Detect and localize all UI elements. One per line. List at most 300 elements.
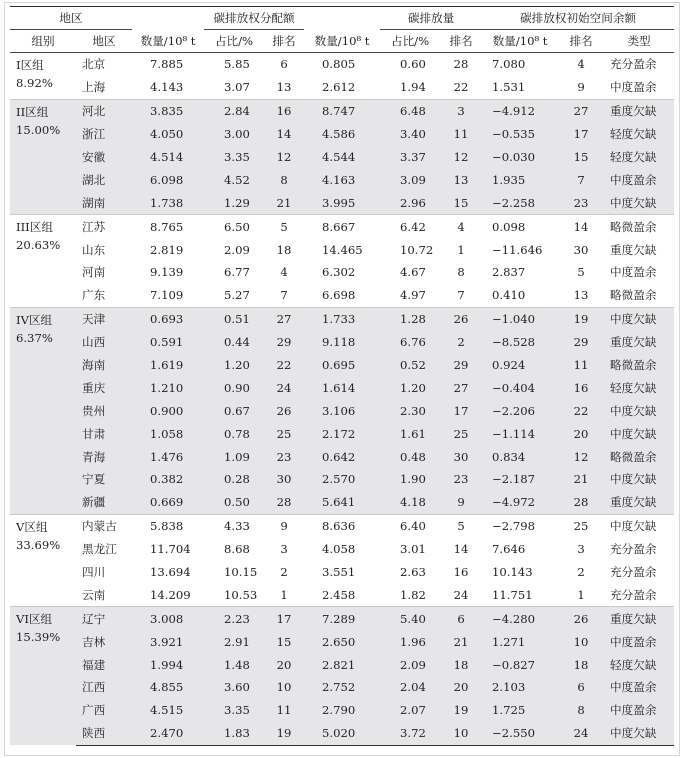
group-cell	[10, 514, 76, 607]
table-row	[10, 607, 674, 630]
cell-emit-qty: 2.821	[304, 653, 380, 676]
cell-alloc-qty: 4.050	[132, 123, 204, 146]
region-name: 贵州	[76, 399, 132, 422]
cell-emit-share: 10.72	[400, 242, 434, 257]
cell-emit-share: 4.97	[400, 288, 426, 303]
region-name: 青海	[76, 445, 132, 468]
cell-bal-rank: 24	[558, 722, 604, 745]
header-emission: 碳排放量	[380, 7, 482, 30]
cell-alloc-share: 3.35	[204, 146, 264, 169]
cell-type: 中度欠缺	[604, 422, 674, 445]
cell-bal-rank: 21	[558, 468, 604, 491]
cell-emit-rank: 27	[440, 376, 482, 399]
cell-emit-share: 5.40	[380, 607, 440, 630]
cell-emit-rank: 11	[440, 123, 482, 146]
col-alloc-rank: 排名	[264, 30, 304, 53]
cell-alloc-qty: 7.109	[150, 288, 184, 303]
cell-emit-qty: 6.698	[322, 288, 356, 303]
cell-bal-rank: 8	[558, 699, 604, 722]
cell-alloc-qty: 11.704	[150, 542, 191, 557]
cell-alloc-share: 1.20	[204, 354, 264, 377]
cell-bal-qty: 11.751	[492, 587, 533, 602]
group-name: VI区组	[16, 612, 53, 627]
col-emit-share: 占比/%	[380, 30, 440, 53]
group-share: 15.39%	[16, 630, 61, 645]
cell-emit-rank: 23	[440, 468, 482, 491]
cell-alloc-share: 0.78	[204, 422, 264, 445]
table-row	[10, 376, 674, 399]
cell-alloc-share: 3.00	[204, 123, 264, 146]
cell-emit-share: 1.96	[380, 630, 440, 653]
table-row	[10, 722, 674, 745]
cell-emit-rank: 13	[440, 168, 482, 191]
region-name: 广西	[76, 699, 132, 722]
cell-emit-qty: 3.995	[304, 191, 380, 214]
cell-alloc-qty: 0.382	[132, 468, 204, 491]
cell-alloc-share: 0.67	[204, 399, 264, 422]
cell-alloc-rank: 22	[264, 354, 304, 377]
cell-alloc-share: 5.85	[224, 57, 250, 72]
region-name: 浙江	[76, 123, 132, 146]
cell-alloc-qty: 1.619	[132, 354, 204, 377]
col-group: 组别	[10, 30, 76, 53]
cell-alloc-rank: 20	[264, 653, 304, 676]
cell-bal-qty: 7.646	[492, 542, 526, 557]
cell-alloc-rank: 12	[264, 146, 304, 169]
cell-alloc-share: 0.44	[204, 331, 264, 354]
table-row	[10, 354, 674, 377]
table-row	[10, 583, 674, 606]
cell-alloc-qty: 3.921	[132, 630, 204, 653]
table-row	[10, 399, 674, 422]
cell-emit-share: 4.18	[380, 491, 440, 514]
cell-alloc-share: 0.90	[204, 376, 264, 399]
table-row	[10, 284, 674, 307]
cell-alloc-rank: 11	[264, 699, 304, 722]
header-region: 地区	[10, 7, 132, 30]
cell-alloc-share: 1.29	[204, 191, 264, 214]
group-cell	[10, 307, 76, 514]
cell-emit-rank: 22	[453, 80, 469, 95]
cell-alloc-rank: 2	[280, 565, 288, 580]
cell-bal-qty: −0.535	[482, 123, 558, 146]
cell-emit-qty: 2.172	[304, 422, 380, 445]
region-name: 海南	[76, 354, 132, 377]
cell-bal-qty: 0.924	[482, 354, 558, 377]
cell-alloc-qty: 4.515	[132, 699, 204, 722]
region-name: 吉林	[76, 630, 132, 653]
cell-bal-rank: 22	[558, 399, 604, 422]
cell-emit-rank: 7	[457, 288, 465, 303]
cell-alloc-qty: 5.838	[132, 514, 204, 537]
table-row	[10, 307, 674, 330]
cell-bal-qty: −4.912	[482, 99, 558, 122]
cell-alloc-rank: 7	[280, 288, 288, 303]
cell-alloc-rank: 23	[264, 445, 304, 468]
cell-bal-rank: 27	[558, 99, 604, 122]
cell-alloc-rank: 13	[276, 80, 292, 95]
cell-emit-rank: 3	[440, 99, 482, 122]
cell-emit-rank: 9	[440, 491, 482, 514]
cell-bal-qty: −4.280	[482, 607, 558, 630]
cell-bal-qty: −2.187	[482, 468, 558, 491]
cell-alloc-rank: 17	[264, 607, 304, 630]
cell-emit-qty: 8.636	[304, 514, 380, 537]
region-name: 辽宁	[76, 607, 132, 630]
cell-emit-share: 2.96	[380, 191, 440, 214]
table-row	[10, 191, 674, 214]
cell-emit-share: 6.42	[380, 215, 440, 238]
table-row	[10, 676, 674, 699]
cell-alloc-share: 4.33	[204, 514, 264, 537]
cell-bal-rank: 6	[558, 676, 604, 699]
cell-alloc-qty: 1.210	[132, 376, 204, 399]
cell-alloc-rank: 8	[264, 168, 304, 191]
cell-emit-share: 2.07	[380, 699, 440, 722]
cell-alloc-qty: 3.008	[132, 607, 204, 630]
cell-alloc-rank: 4	[280, 265, 288, 280]
cell-alloc-qty: 1.058	[132, 422, 204, 445]
cell-bal-rank: 10	[558, 630, 604, 653]
cell-bal-rank: 28	[558, 491, 604, 514]
cell-bal-qty: −2.258	[482, 191, 558, 214]
region-name: 福建	[76, 653, 132, 676]
cell-emit-qty: 6.302	[322, 265, 356, 280]
col-alloc-qty: 数量/10⁸ t	[132, 30, 204, 53]
cell-bal-qty: −11.646	[492, 242, 543, 257]
cell-bal-rank: 25	[558, 514, 604, 537]
cell-emit-share: 2.04	[380, 676, 440, 699]
cell-emit-share: 1.61	[380, 422, 440, 445]
col-emit-qty: 数量/10⁸ t	[304, 30, 380, 53]
cell-bal-rank: 30	[573, 242, 589, 257]
cell-type: 重度欠缺	[604, 491, 674, 514]
cell-alloc-qty: 1.738	[132, 191, 204, 214]
region-name: 山东	[82, 242, 106, 257]
cell-alloc-share: 3.60	[204, 676, 264, 699]
col-type: 类型	[604, 30, 674, 53]
cell-emit-share: 3.09	[380, 168, 440, 191]
cell-emit-rank: 19	[440, 699, 482, 722]
cell-alloc-qty: 13.694	[150, 565, 191, 580]
region-name: 江苏	[76, 215, 132, 238]
cell-emit-rank: 21	[440, 630, 482, 653]
cell-emit-rank: 2	[440, 331, 482, 354]
cell-type: 中度盈余	[604, 699, 674, 722]
cell-alloc-qty: 9.139	[150, 265, 184, 280]
cell-emit-qty: 5.020	[304, 722, 380, 745]
cell-alloc-share: 10.15	[224, 565, 258, 580]
group-name: II区组	[16, 104, 49, 119]
cell-emit-rank: 14	[453, 542, 469, 557]
cell-bal-qty: 2.103	[482, 676, 558, 699]
cell-bal-qty: 1.935	[482, 168, 558, 191]
cell-emit-qty: 3.106	[304, 399, 380, 422]
cell-emit-qty: 8.747	[304, 99, 380, 122]
cell-emit-share: 0.48	[380, 445, 440, 468]
cell-alloc-qty: 4.855	[132, 676, 204, 699]
cell-emit-rank: 17	[440, 399, 482, 422]
cell-alloc-rank: 5	[264, 215, 304, 238]
cell-alloc-share: 4.52	[204, 168, 264, 191]
region-name: 甘肃	[76, 422, 132, 445]
cell-alloc-share: 0.51	[204, 307, 264, 330]
cell-alloc-rank: 25	[264, 422, 304, 445]
cell-bal-qty: −1.114	[482, 422, 558, 445]
cell-emit-qty: 4.163	[304, 168, 380, 191]
header-initial-space: 碳排放权初始空间余额	[482, 7, 674, 30]
cell-bal-rank: 4	[577, 57, 585, 72]
cell-bal-qty: 0.098	[482, 215, 558, 238]
cell-emit-qty: 2.570	[304, 468, 380, 491]
cell-alloc-share: 5.27	[224, 288, 250, 303]
cell-alloc-rank: 3	[280, 542, 288, 557]
cell-alloc-rank: 6	[280, 57, 288, 72]
cell-type: 中度欠缺	[604, 399, 674, 422]
cell-emit-qty: 0.695	[304, 354, 380, 377]
cell-bal-qty: −0.404	[482, 376, 558, 399]
cell-alloc-qty: 8.765	[132, 215, 204, 238]
table-row	[10, 238, 674, 261]
table-row	[10, 561, 674, 584]
table-row	[10, 146, 674, 169]
col-alloc-share: 占比/%	[204, 30, 264, 53]
group-share: 20.63%	[16, 238, 61, 253]
cell-bal-qty: 10.143	[492, 565, 533, 580]
table-row	[10, 422, 674, 445]
cell-alloc-qty: 14.209	[150, 587, 191, 602]
cell-alloc-qty: 0.693	[132, 307, 204, 330]
cell-alloc-share: 2.84	[204, 99, 264, 122]
cell-type: 中度欠缺	[604, 468, 674, 491]
cell-bal-rank: 12	[558, 445, 604, 468]
group-cell	[10, 53, 76, 100]
cell-emit-rank: 8	[457, 265, 465, 280]
cell-emit-qty: 8.667	[304, 215, 380, 238]
region-name: 江西	[76, 676, 132, 699]
cell-alloc-rank: 16	[264, 99, 304, 122]
cell-emit-qty: 0.642	[304, 445, 380, 468]
cell-emit-share: 0.52	[380, 354, 440, 377]
region-name: 宁夏	[76, 468, 132, 491]
cell-emit-qty: 4.586	[304, 123, 380, 146]
cell-alloc-rank: 29	[264, 331, 304, 354]
cell-alloc-qty: 2.470	[132, 722, 204, 745]
cell-emit-rank: 10	[440, 722, 482, 745]
cell-emit-qty: 4.058	[322, 542, 356, 557]
cell-bal-rank: 18	[558, 653, 604, 676]
cell-alloc-rank: 10	[264, 676, 304, 699]
cell-emit-share: 3.72	[380, 722, 440, 745]
cell-bal-qty: −1.040	[482, 307, 558, 330]
cell-alloc-rank: 1	[280, 587, 288, 602]
cell-emit-qty: 7.289	[304, 607, 380, 630]
table-frame	[4, 2, 680, 756]
cell-type: 中度欠缺	[604, 307, 674, 330]
cell-bal-rank: 5	[577, 265, 585, 280]
cell-emit-share: 3.37	[380, 146, 440, 169]
cell-alloc-share: 6.50	[204, 215, 264, 238]
cell-emit-rank: 26	[440, 307, 482, 330]
region-name: 云南	[82, 587, 106, 602]
region-name: 陕西	[76, 722, 132, 745]
col-bal-rank: 排名	[558, 30, 604, 53]
cell-bal-qty: 1.531	[492, 80, 526, 95]
cell-emit-rank: 5	[440, 514, 482, 537]
cell-alloc-rank: 26	[264, 399, 304, 422]
table-row	[10, 261, 674, 284]
cell-alloc-rank: 30	[264, 468, 304, 491]
cell-type: 重度欠缺	[604, 331, 674, 354]
region-name: 安徽	[76, 146, 132, 169]
group-cell	[10, 99, 76, 214]
cell-emit-rank: 16	[453, 565, 469, 580]
cell-type: 充分盈余	[610, 542, 657, 557]
cell-emit-share: 1.94	[400, 80, 426, 95]
cell-emit-rank: 24	[453, 587, 469, 602]
cell-bal-rank: 9	[577, 80, 585, 95]
cell-alloc-share: 2.09	[224, 242, 250, 257]
group-share: 8.92%	[16, 76, 53, 90]
cell-emit-rank: 4	[440, 215, 482, 238]
cell-emit-share: 1.90	[380, 468, 440, 491]
cell-emit-rank: 20	[440, 676, 482, 699]
cell-emit-rank: 1	[457, 242, 465, 257]
table-row	[10, 123, 674, 146]
cell-alloc-share: 3.07	[224, 80, 250, 95]
cell-type: 重度欠缺	[610, 242, 657, 257]
cell-bal-qty: −8.528	[482, 331, 558, 354]
region-name: 湖北	[76, 168, 132, 191]
cell-type: 略微盈余	[604, 445, 674, 468]
cell-emit-share: 1.82	[400, 587, 426, 602]
cell-emit-qty: 2.752	[304, 676, 380, 699]
cell-emit-qty: 3.551	[322, 565, 356, 580]
cell-bal-qty: −2.798	[482, 514, 558, 537]
cell-alloc-rank: 9	[264, 514, 304, 537]
table-row	[10, 331, 674, 354]
cell-bal-qty: −0.827	[482, 653, 558, 676]
group-share: 6.37%	[16, 330, 53, 345]
cell-type: 中度欠缺	[604, 191, 674, 214]
cell-bal-rank: 14	[558, 215, 604, 238]
cell-bal-rank: 29	[558, 331, 604, 354]
region-name: 四川	[82, 565, 106, 580]
cell-bal-rank: 7	[558, 168, 604, 191]
cell-alloc-rank: 28	[264, 491, 304, 514]
cell-type: 充分盈余	[610, 565, 657, 580]
cell-alloc-qty: 0.900	[132, 399, 204, 422]
cell-type: 中度欠缺	[604, 514, 674, 537]
cell-emit-qty: 2.458	[322, 587, 356, 602]
cell-emit-rank: 25	[440, 422, 482, 445]
cell-bal-rank: 19	[558, 307, 604, 330]
cell-emit-qty: 2.790	[304, 699, 380, 722]
cell-type: 略微盈余	[604, 354, 674, 377]
cell-emit-share: 3.40	[380, 123, 440, 146]
cell-alloc-qty: 7.885	[150, 57, 184, 72]
group-cell	[10, 215, 76, 308]
cell-bal-rank: 11	[558, 354, 604, 377]
group-name: IV区组	[16, 312, 53, 327]
cell-type: 轻度欠缺	[604, 653, 674, 676]
cell-bal-qty: −2.206	[482, 399, 558, 422]
cell-emit-qty: 5.641	[304, 491, 380, 514]
table-row	[10, 76, 674, 99]
cell-alloc-qty: 2.819	[150, 242, 184, 257]
region-name: 黑龙江	[82, 542, 117, 557]
cell-alloc-rank: 19	[264, 722, 304, 745]
cell-emit-qty: 14.465	[322, 242, 363, 257]
cell-emit-rank: 30	[440, 445, 482, 468]
region-name: 河北	[76, 99, 132, 122]
cell-alloc-share: 6.77	[224, 265, 250, 280]
cell-emit-share: 6.40	[380, 514, 440, 537]
table-body	[10, 53, 674, 746]
cell-emit-share: 6.48	[380, 99, 440, 122]
cell-emit-rank: 28	[453, 57, 469, 72]
table-row	[10, 99, 674, 122]
cell-alloc-rank: 24	[264, 376, 304, 399]
cell-type: 中度盈余	[610, 265, 657, 280]
cell-emit-rank: 15	[440, 191, 482, 214]
cell-type: 中度盈余	[604, 168, 674, 191]
cell-alloc-qty: 1.994	[132, 653, 204, 676]
cell-bal-qty: −0.030	[482, 146, 558, 169]
cell-alloc-share: 2.91	[204, 630, 264, 653]
cell-bal-qty: 7.080	[492, 57, 526, 72]
header-allocation: 碳排放权分配额	[204, 7, 304, 30]
cell-alloc-share: 1.48	[204, 653, 264, 676]
cell-alloc-share: 2.23	[204, 607, 264, 630]
cell-alloc-rank: 18	[276, 242, 292, 257]
cell-bal-rank: 26	[558, 607, 604, 630]
cell-bal-rank: 1	[577, 587, 585, 602]
region-name: 内蒙古	[76, 514, 132, 537]
cell-bal-qty: −4.972	[482, 491, 558, 514]
table-row	[10, 215, 674, 238]
cell-emit-share: 6.76	[380, 331, 440, 354]
group-name: V区组	[16, 519, 48, 534]
cell-emit-share: 1.28	[380, 307, 440, 330]
cell-emit-qty: 4.544	[304, 146, 380, 169]
table-row	[10, 168, 674, 191]
cell-type: 充分盈余	[610, 587, 657, 602]
region-name: 天津	[76, 307, 132, 330]
cell-alloc-share: 0.28	[204, 468, 264, 491]
cell-bal-rank: 17	[558, 123, 604, 146]
cell-bal-qty: 2.837	[492, 265, 526, 280]
cell-type: 重度欠缺	[604, 607, 674, 630]
table-row	[10, 538, 674, 561]
cell-emit-qty: 0.805	[322, 57, 356, 72]
cell-type: 中度盈余	[610, 80, 657, 95]
cell-alloc-share: 1.09	[204, 445, 264, 468]
region-name: 河南	[82, 265, 106, 280]
cell-emit-share: 2.63	[400, 565, 426, 580]
cell-type: 轻度欠缺	[604, 376, 674, 399]
group-name: III区组	[16, 220, 53, 235]
region-name: 湖南	[76, 191, 132, 214]
cell-type: 中度欠缺	[604, 722, 674, 745]
cell-alloc-share: 8.68	[224, 542, 250, 557]
cell-bal-rank: 13	[573, 288, 589, 303]
cell-type: 轻度欠缺	[604, 146, 674, 169]
cell-alloc-rank: 14	[264, 123, 304, 146]
cell-bal-qty: 1.271	[482, 630, 558, 653]
cell-type: 中度盈余	[604, 630, 674, 653]
cell-emit-rank: 29	[440, 354, 482, 377]
